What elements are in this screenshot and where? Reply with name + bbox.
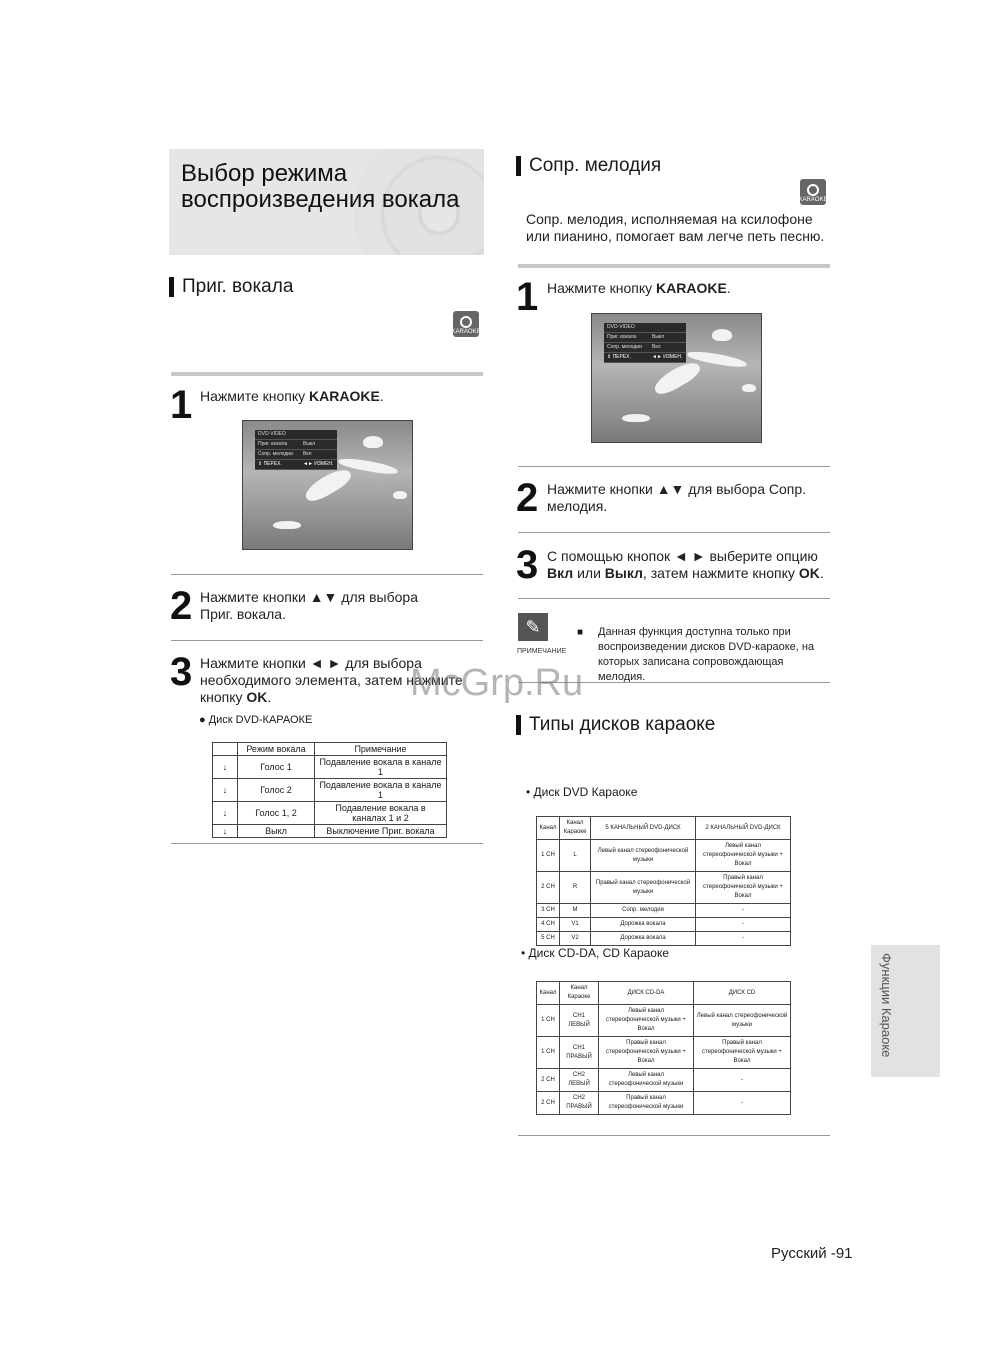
melody-intro: Сопр. мелодия, исполняемая на ксилофоне или пианино, помогает вам легче петь песню. [526, 211, 825, 244]
divider [518, 1135, 830, 1136]
page-footer: Русский -91 [771, 1245, 853, 1262]
step-number: 1 [516, 275, 539, 319]
step1-text: Нажмите кнопку KARAOKE. [200, 388, 384, 404]
watermark: McGrp.Ru [410, 662, 584, 704]
osd-menu: DVD-VIDEO Приг. вокала Выкл Сопр. мелодии Вкл ⇕ ПЕРЕХ. ◄► ИЗМЕН. [604, 323, 686, 363]
table-row: ↓ Голос 1, 2 Подавление вокала в каналах 1 и 2 [213, 802, 447, 825]
screen-image-birds [591, 313, 762, 443]
step-number: 1 [170, 383, 193, 427]
bullet-cd-disc: • Диск CD-DA, CD Караоке [521, 946, 670, 960]
step3-text: Нажмите кнопки ◄ ► для выбора необходимого элемента, затем нажмите кнопку OK. [200, 655, 463, 705]
note-bullet-icon: ■ [577, 627, 584, 638]
step-number: 2 [516, 476, 539, 520]
table-row: 2 CH CH2 ПРАВЫЙ Правый канал стереофонической музыки - [537, 1092, 791, 1115]
bullet-dvd-karaoke: ● Диск DVD-КАРАОКЕ [199, 714, 313, 726]
section-title-melody: Сопр. мелодия [516, 155, 661, 177]
step2-text: Нажмите кнопки ▲▼ для выбора Сопр. мелодия. [547, 481, 807, 514]
table-row: 1 CH CH1 ПРАВЫЙ Правый канал стереофонической музыки + Вокал Правый канал стереофонической музыки + Вокал [537, 1037, 791, 1069]
divider [171, 640, 483, 641]
table-row: 2 CH CH2 ЛЕВЫЙ Левый канал стереофонической музыки - [537, 1069, 791, 1092]
step-number: 3 [170, 650, 193, 694]
divider [518, 598, 830, 599]
table-row: 2 CH R Правый канал стереофонической музыки Правый канал стереофонической музыки + Вокал [537, 872, 791, 904]
title-block [169, 149, 484, 255]
table-row: ↓ Выкл Выключение Приг. вокала [213, 825, 447, 838]
cd-karaoke-table: Канал Канал Караоке ДИСК CD-DA ДИСК CD 1 CH CH1 ЛЕВЫЙ Левый канал стереофонической музыки + Вокал Левый канал стереофонической музыки 1 CH CH1 ПРАВЫЙ Правый канал стереофонической музыки + Вокал Правый канал стереофонической музыки + Вокал 2 CH CH2 ЛЕВЫЙ Левый канал стереофонической музыки - 2 CH CH2 ПРАВЫЙ Правый канал стереофонической музыки - [536, 981, 791, 1115]
note-pencil-icon: ✎ [518, 613, 548, 641]
section-title-vocal: Приг. вокала [169, 276, 293, 298]
side-tab-karaoke-functions: Функции Караоке [871, 945, 940, 1077]
divider [171, 372, 483, 376]
note-label: ПРИМЕЧАНИЕ [517, 648, 567, 655]
step3-text: С помощью кнопок ◄ ► выберите опцию Вкл или Выкл, затем нажмите кнопку OK. [547, 548, 824, 581]
section-title-disc-types: Типы дисков караоке [516, 714, 715, 736]
karaoke-disc-icon: KARAOKE [800, 179, 826, 205]
step2-text: Нажмите кнопки ▲▼ для выбора Приг. вокала. [200, 589, 418, 622]
table-row: ↓ Голос 1 Подавление вокала в канале 1 [213, 756, 447, 779]
table-row: 5 CH V2 Дорожка вокала - [537, 932, 791, 946]
divider [518, 264, 830, 268]
divider [171, 574, 483, 575]
table-row: ↓ Голос 2 Подавление вокала в канале 1 [213, 779, 447, 802]
dvd-karaoke-table: Канал Канал Караоке 5 КАНАЛЬНЫЙ DVD-ДИСК 2 КАНАЛЬНЫЙ DVD-ДИСК 1 CH L Левый канал стереофонической музыки Левый канал стереофонической музыки + Вокал 2 CH R Правый канал стереофонической музыки Правый канал стереофонической музыки + Вокал 3 CH M Сопр. мелодия - 4 CH V1 Дорожка вокала - 5 CH V2 Дорожка вокала - [536, 816, 791, 946]
bullet-dvd-disc: • Диск DVD Караоке [526, 785, 638, 799]
table-row: 1 CH CH1 ЛЕВЫЙ Левый канал стереофонической музыки + Вокал Левый канал стереофонической музыки [537, 1005, 791, 1037]
step1-text: Нажмите кнопку KARAOKE. [547, 280, 731, 296]
divider [171, 843, 483, 844]
screen-image-birds [242, 420, 413, 550]
table-row: 3 CH M Сопр. мелодия - [537, 904, 791, 918]
table-row: 4 CH V1 Дорожка вокала - [537, 918, 791, 932]
karaoke-disc-icon: KARAOKE [453, 311, 479, 337]
divider [518, 466, 830, 467]
page-title: Выбор режима воспроизведения вокала [181, 160, 460, 213]
divider [518, 532, 830, 533]
osd-menu: DVD-VIDEO Приг. вокала Выкл Сопр. мелодии Вкл ⇕ ПЕРЕХ. ◄► ИЗМЕН. [255, 430, 337, 470]
step-number: 3 [516, 543, 539, 587]
step-number: 2 [170, 584, 193, 628]
table-row: 1 CH L Левый канал стереофонической музыки Левый канал стереофонической музыки + Вокал [537, 840, 791, 872]
note-text: Данная функция доступна только при воспроизведении дисков DVD-караоке, на которых записана сопровождающая мелодия. [598, 626, 815, 683]
vocal-mode-table: Режим вокала Примечание ↓ Голос 1 Подавление вокала в канале 1 ↓ Голос 2 Подавление вокала в канале 1 ↓ Голос 1, 2 Подавление вокала в каналах 1 и 2 ↓ Выкл Выключение Приг. вокала [212, 742, 447, 838]
